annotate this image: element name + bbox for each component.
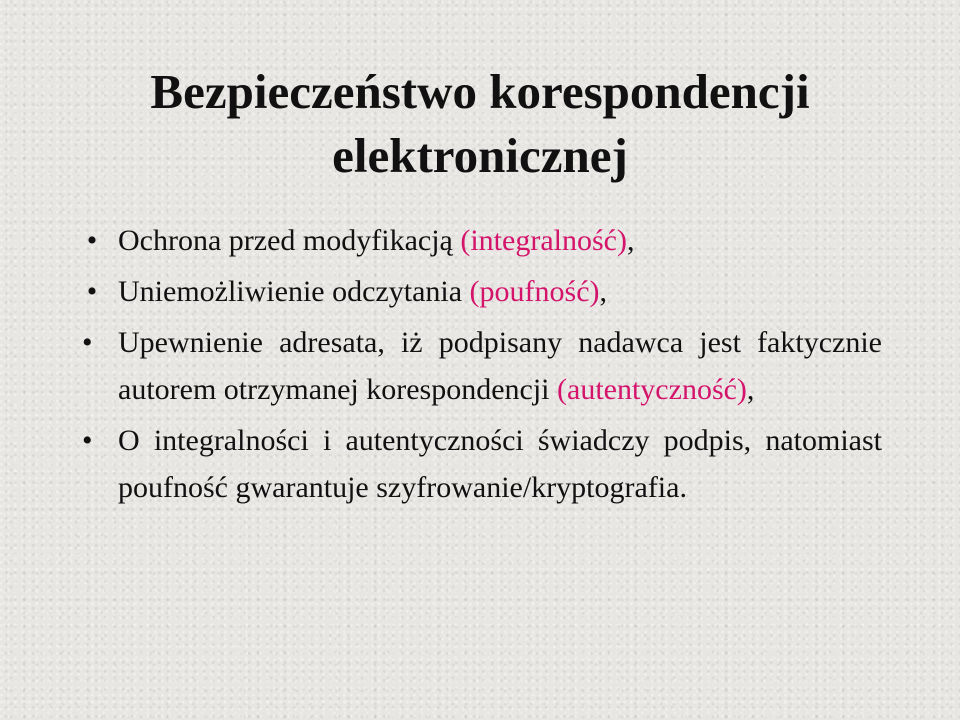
bullet-dot-icon: •	[86, 224, 98, 257]
bullet-text: O integralności i autentyczności świadczy podpis, natomiast poufność gwarantuje szyfrowanie/kryptografia.	[118, 424, 882, 504]
bullet-dot-icon: •	[86, 275, 98, 308]
bullet-highlight: (autentyczność)	[557, 373, 747, 406]
slide-title: Bezpieczeństwo korespondencji elektronicznej	[150, 64, 810, 183]
bullet-suffix: ,	[626, 224, 635, 257]
bullet-dot-icon: •	[82, 326, 93, 359]
bullet-item-authenticity	[82, 319, 882, 413]
bullet-text: Upewnienie adresata, iż podpisany nadawca jest faktycznie autorem otrzymanej korespondencji	[118, 326, 882, 406]
bullet-dot-icon: •	[82, 424, 93, 457]
bullet-highlight: (integralność)	[460, 224, 627, 257]
bullet-highlight: (poufność)	[469, 275, 600, 308]
bullet-item-signature	[82, 417, 882, 511]
bullet-item-integrity	[82, 217, 882, 264]
bullet-text: Uniemożliwienie odczytania	[118, 275, 470, 308]
bullet-text: Ochrona przed modyfikacją	[118, 224, 461, 257]
bullet-suffix: ,	[746, 373, 755, 406]
bullet-item-confidentiality	[82, 268, 882, 315]
bullet-list	[82, 217, 882, 515]
bullet-suffix: ,	[599, 275, 608, 308]
